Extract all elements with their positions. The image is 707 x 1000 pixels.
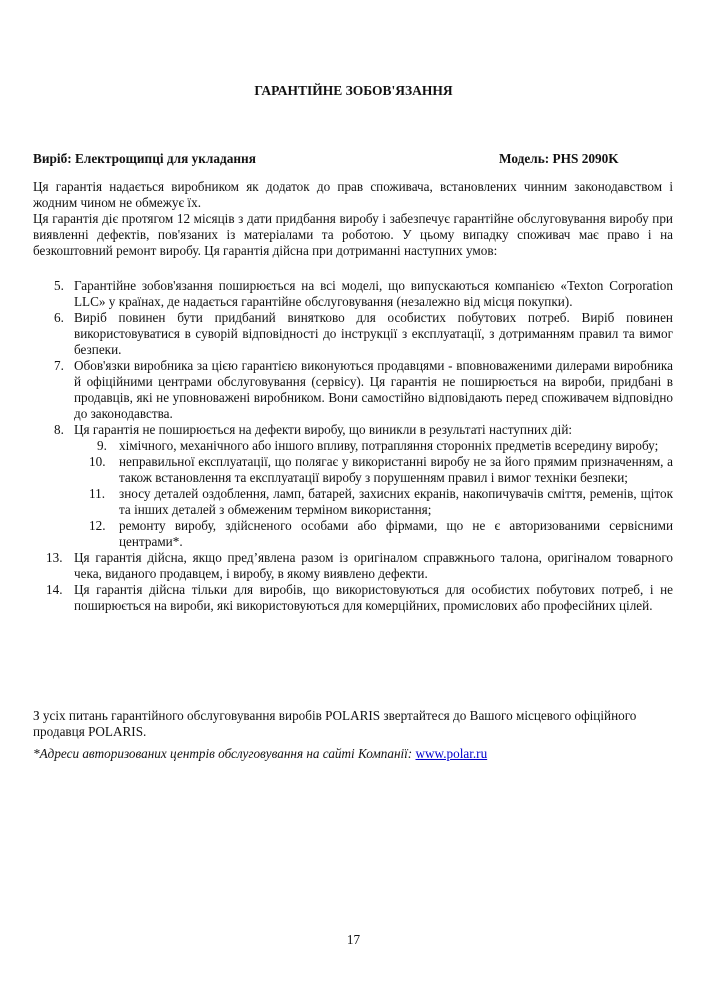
- intro-paragraph: Ця гарантія надається виробником як додаток до прав споживача, встановлених чинним законодавством і жодним чином не обмежує їх.: [33, 179, 673, 210]
- list-text: Гарантійне зобов'язання поширюється на всі моделі, що випускаються компанією «Texton Corporation LLC» у країнах, де надається гарантійне обслуговування (незалежно від місця покупки).: [74, 278, 673, 309]
- list-text: Ця гарантія дійсна, якщо пред’явлена разом із оригіналом справжнього талона, оригіналом товарного чека, виданого продавцем, і виробу, в якому виявлено дефекти.: [74, 550, 673, 581]
- sub-list-item: [33, 438, 673, 454]
- service-centers-note: [33, 746, 673, 762]
- list-number: 7.: [54, 358, 64, 373]
- list-number: 5.: [54, 278, 64, 293]
- product-label: Виріб: Електрощипці для укладання: [33, 151, 256, 166]
- footer-section: [33, 708, 673, 740]
- list-item: [33, 358, 673, 422]
- list-text: Ця гарантія не поширюється на дефекти виробу, що виникли в результаті наступних дій:: [74, 422, 573, 437]
- list-item: [33, 278, 673, 310]
- list-number: 6.: [54, 310, 64, 325]
- note-text: *Адреси авторизованих центрів обслуговування на сайті Компанії:: [33, 746, 416, 761]
- list-text: неправильної експлуатації, що полягає у використанні виробу не за його прямим призначенням, а також встановлення та експлуатації виробу з порушенням правил і вимог техніки безпеки;: [119, 454, 673, 485]
- footer-paragraph: З усіх питань гарантійного обслуговування виробів POLARIS звертайтеся до Вашого місцевого офіційного продавця POLARIS.: [33, 708, 637, 739]
- model-label: Модель: PHS 2090K: [499, 151, 619, 166]
- list-item: [33, 310, 673, 358]
- list-item: [33, 422, 673, 438]
- list-number: 10.: [89, 454, 106, 469]
- page-title: ГАРАНТІЙНЕ ЗОБОВ'ЯЗАННЯ: [254, 83, 453, 98]
- conditions-list: [33, 278, 673, 614]
- list-text: Ця гарантія дійсна тільки для виробів, що використовуються для особистих побутових потреб, і не поширюється на вироби, які використовуються для комерційних, промислових або професійних цілей.: [74, 582, 673, 613]
- list-number: 8.: [54, 422, 64, 437]
- sub-list-item: [33, 486, 673, 518]
- list-text: хімічного, механічного або іншого впливу, потрапляння сторонніх предметів всередину виробу;: [119, 438, 659, 453]
- list-text: Обов'язки виробника за цією гарантією виконуються продавцями - вповноваженими дилерами виробника й офіційними центрами обслуговування (сервісу). Ця гарантія не поширюється на вироби, придбані в продавців, які не уповноважені виробником. Вони самостійно відповідають перед споживачем відповідно до законодавства.: [74, 358, 673, 421]
- website-link[interactable]: www.polar.ru: [415, 746, 488, 761]
- intro-paragraph: Ця гарантія діє протягом 12 місяців з дати придбання виробу і забезпечує гарантійне обслуговування виробу при виявленні дефектів, пов'язаних із матеріалами та роботою. У цьому випадку споживач має право і на безкоштовний ремонт виробу. Ця гарантія дійсна при дотриманні наступних умов:: [33, 211, 673, 258]
- product-line: [33, 151, 673, 167]
- list-text: зносу деталей оздоблення, ламп, батарей, захисних екранів, накопичувачів сміття, ременів, щіток та інших деталей з обмеженим терміном використання;: [119, 486, 673, 517]
- list-text: ремонту виробу, здійсненого особами або фірмами, що не є авторизованими сервісними центрами*.: [119, 518, 673, 549]
- page-number: 17: [346, 932, 361, 947]
- list-number: 14.: [46, 582, 63, 597]
- list-number: 11.: [89, 486, 105, 501]
- sub-list-item: [33, 518, 673, 550]
- list-number: 12.: [89, 518, 106, 533]
- sub-list-item: [33, 454, 673, 486]
- list-item: [33, 582, 673, 614]
- list-text: Виріб повинен бути придбаний винятково для особистих побутових потреб. Виріб повинен використовуватися в суворій відповідності до інструкції з експлуатації, з дотриманням правил та вимог безпеки.: [74, 310, 673, 357]
- intro-section: [33, 179, 673, 259]
- list-number: 9.: [97, 438, 107, 453]
- list-item: [33, 550, 673, 582]
- list-number: 13.: [46, 550, 63, 565]
